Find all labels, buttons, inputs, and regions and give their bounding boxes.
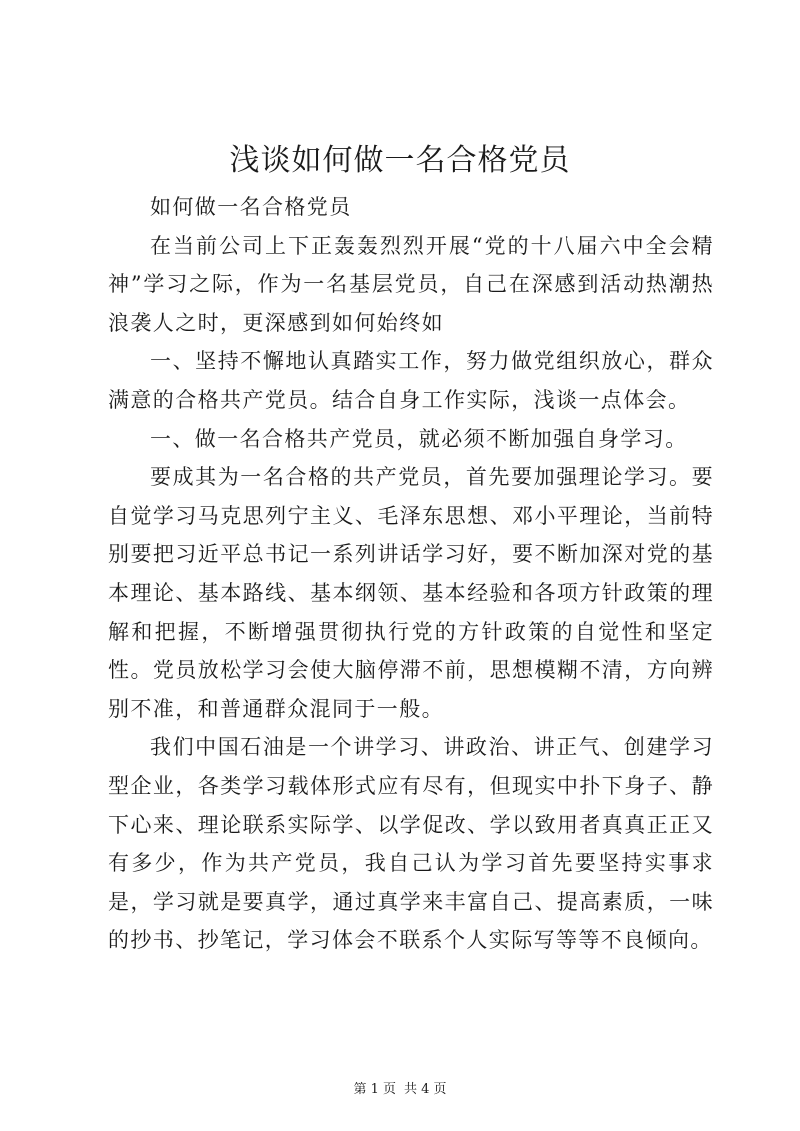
paragraph-theory-study: 要成其为一名合格的共产党员，首先要加强理论学习。要自觉学习马克思列宁主义、毛泽东思想、邓小平理论，当前特别要把习近平总书记一系列讲话学习好，要不断加深对党的基本理论、基本路线、基本纲领、基本经验和各项方针政策的理解和把握，不断增强贯彻执行党的方针政策的自觉性和坚定性。党员放松学习会使大脑停滞不前，思想模糊不清，方向辨别不准，和普通群众混同于一般。 <box>108 465 714 721</box>
document-title: 浅谈如何做一名合格党员 <box>229 143 571 178</box>
page-total: 共 4 页 <box>404 1082 447 1097</box>
paragraph-subtitle: 如何做一名合格党员 <box>150 195 352 219</box>
paragraph-petrochina: 我们中国石油是一个讲学习、讲政治、讲正气、创建学习型企业，各类学习载体形式应有尽有，但现实中扑下身子、静下心来、理论联系实际学、以学促改、学以致用者真真正正又有多少，作为共产党员，我自己认为学习首先要坚持实事求是，学习就是要真学，通过真学来丰富自己、提高素质，一味的抄书、抄笔记，学习体会不联系个人实际写等等不良倾向。 <box>108 735 714 953</box>
paragraph-commitment: 一、坚持不懈地认真踏实工作，努力做党组织放心，群众满意的合格共产党员。结合自身工作实际，浅谈一点体会。 <box>108 349 714 412</box>
paragraph-heading-study: 一、做一名合格共产党员，就必须不断加强自身学习。 <box>150 426 688 451</box>
page-footer <box>0 1081 800 1099</box>
page-number: 第 1 页 <box>353 1082 396 1097</box>
document-body <box>108 188 714 960</box>
paragraph-intro: 在当前公司上下正轰轰烈烈开展“党的十八届六中全会精神”学习之际，作为一名基层党员，自己在深感到活动热潮热浪袭人之时，更深感到如何始终如 <box>108 233 714 335</box>
